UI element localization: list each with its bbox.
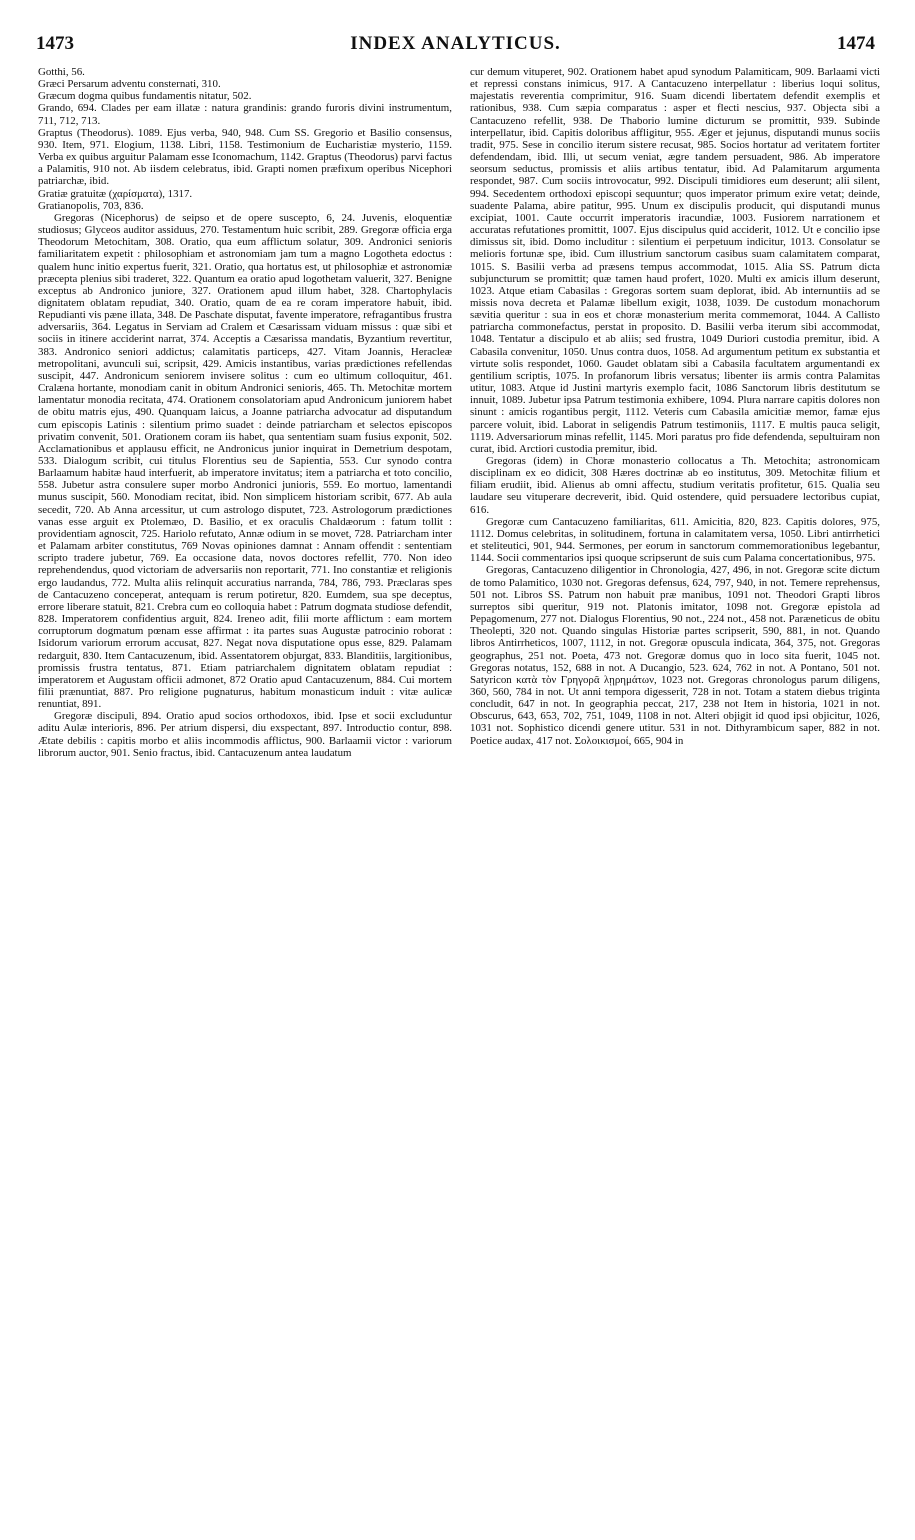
index-entry: Græcum dogma quibus fundamentis nitatur, 502. <box>38 90 252 103</box>
index-entry: Gregoræ discipuli, 894. Oratio apud socios orthodoxos, ibid. Ipse et socii excluduntur aditu Aulæ interioris, 896. Per atrium dispersi, diu exspectant, 897. Introductio contur, 898. Ætate debilis : capitis morbo et aliis incommodis afflictus, 900. Barlaamii victor : variorum librorum auctor, 901. Senio fractus, ibid. Cantacuzenum antea laudatum <box>38 710 452 759</box>
index-entry: Gotthi, 56. <box>38 66 85 78</box>
page-header <box>36 33 875 59</box>
index-entry: Gregoras (Nicephorus) de seipso et de opere suscepto, 6, 24. Juvenis, eloquentiæ studiosus; Glyceos auditor assiduus, 270. Testamentum huic scribit, 289. Gregoræ officia erga Theodorum Metochitam, 308. Oratio, qua eum afflictum solatur, 309. Andronici senioris familiaritatem expetit : philosophiam et astronomiam jam tum a magno Logotheta edoctus : qualem hunc initio expertus fuerit, 321. Oratio, qua hortatus est, ut philosophiæ et astronomiæ præcepta plenius sibi traderet, 322. Quantum ea oratio apud logothetam valuerit, 327. Benigne exceptus ab Andronico juniore, 327. Orationem apud illum habet, 328. Chartophylacis dignitatem oblatam repudiat, 340. Oratio, quam de ea re coram imperatore habuit, ibid. Repudianti vis pæne illata, 348. De Paschate disputat, favente imperatore, refragantibus frustra adversariis, 364. Legatus in Serviam ad Cralem et Cæsarissam viduam missus : quæ sibi et sociis in itinere acciderint narrat, 374. Acceptis a Cæsarissa mandatis, Byzantium revertitur, 383. Andronico seniori addictus; calamitatis particeps, 427. Vitam Joannis, Heracleæ metropolitani, avunculi sui, scripsit, 429. Amicis instantibus, varias prædictiones refellendas suscipit, 447. Andronicum seniorem invisere solitus : cum eo ultimum colloquitur, 461. Cralæna hortante, monodiam canit in obitum Andronici senioris, 465. Th. Metochitæ mortem lamentatur monodia recitata, 474. Orationem consolatoriam apud Andronicum juniorem habet de obitu matris ejus, 490. Quanquam laicus, a Joanne patriarcha advocatur ad disputandum cum episcopis Latinis : silentium primo suadet : deinde patriarcham et selectos episcopos privatim convenit, 501. Orationem coram iis habet, qua sententiam suam fusius exponit, 502. Acclamationibus et applausu efficit, ne Andronicus junior inquirat in Demetrium despotam, 533. Dialogum scribit, cui titulus Florentius seu de Sapientia, 553. Cur synodo contra Barlaamum habitæ haud interfuerit, ab imperatore invitatus; item a patriarcha et toto concilio, 558. Jubetur astra consulere super morbo Andronici junioris, 559. Eo mortuo, lamentandi munus suscipit, 560. Monodiam recitat, ibid. Non simplicem historiam scribit, 677. Ab aula secedit, 720. Ab Anna arcessitur, ut cum astrologo disputet, 723. Astrologorum prædictiones vanas esse arguit ex Ptolemæo, D. Basilio, et ex oraculis Chaldæorum : fatum tollit : providentiam agnoscit, 725. Hariolo refutato, Annæ odium in se movet, 728. Patriarcham inter et Palamam arbiter constitutus, 769 Novas opiniones damnat : Annam offendit : sententiam scripto tradere jubetur, 769. Ea occasione data, novos doctores refellit, 770. Non ideo reprehendendus, quod victoriam de adversariis non reportarit, 771. Ino constantiæ et religionis ergo laudandus, 772. Multa aliis relinquit accuratius narranda, 784, 786, 793. Præclaras spes de Cantacuzeno conceperat, antequam is rerum potiretur, 820. Eumdem, sua spe deceptus, errore liberare statuit, 821. Crebra cum eo colloquia habet : Patrum dogmata studiose defendit, 828. Imperatorem confidentius arguit, 824. Ireneo adit, filii morte afflictum : eam mortem corruptorum dogmatum pœnam esse affirmat : ita partes suas Augustæ patrocinio roborat : Isidorum variorum errorum accusat, 827. Negat nova disputatione opus esse, 829. Palamam redarguit, 830. Item Cantacuzenum, ibid. Assentatorem objurgat, 833. Blanditiis, largitionibus, promissis frustra tentatus, 871. Etiam patriarchalem dignitatem oblatam repudiat : imperatorem et Augustam officii admonet, 872 Oratio apud Cantacuzenum, 884. Cui mortem filii prænuntiat, 887. Pro religione pugnaturus, habitum monasticum induit : vitæ aulicæ renuntiat, 891. <box>38 211 452 711</box>
page-number-left: 1473 <box>36 33 74 54</box>
index-entry: Gregoras (idem) in Choræ monasterio collocatus a Th. Metochita; astronomicam disciplinam ex eo didicit, 308 Hæres doctrinæ ab eo institutus, 309. Metochitæ filium et filiam erudiit, ibid. Alienus ab omni affectu, studium veritatis profitetur, 615. Qualia seu laudare seu vituperare decreverit, ibid. Quid ostendere, quid persuadere lectoribus cupiat, 616. <box>470 455 880 516</box>
index-entry: Græci Persarum adventu consternati, 310. <box>38 78 221 91</box>
index-entry: Gregoras, Cantacuzeno diligentior in Chronologia, 427, 496, in not. Gregoræ scite dictum de tomo Palamitico, 1030 not. Gregoras defensus, 624, 797, 940, in not. Temere reprehensus, 501 not. Libros SS. Patrum non habuit præ manibus, 1091 not. Theodori Grapti libros surreptos sibi queritur, 919 not. Platonis imitator, 1098 not. Gregoræ epistola ad Pepagomenum, 277 not. Dialogus Florentius, 90 not., 224 not., 458 not. Paræneticus de obitu Theolepti, 320 not. Quando singulas Historiæ partes scripserit, 590, 881, in not. Quando libros Antirrheticos, 1007, 1112, in not. Gregoræ opuscula indicata, 364, 375, not. Gregoras geographus, 251 not. Poeta, 473 not. Gregoræ domus quo in loco sita fuerit, 1045 not. Gregoras notatus, 152, 688 in not. A Ducangio, 523. 624, 762 in not. A Pontano, 501 not. Satyricon κατὰ τὸν Γρηγορᾶ λῃρημάτων, 1023 not. Gregoras chronologus parum diligens, 360, 560, 784 in not. Ut anni tempora digesserit, 728 in not. Totam a statem diebus triginta concludit, 647 in not. In geographia peccat, 217, 238 not Item in historia, 1021 in not. Obscurus, 643, 653, 702, 751, 1049, 1108 in not. Alteri objigit id quod ipsi objicitur, 1026, 1031 not. Sophistico dicendi genere utitur. 531 in not. Dithyrambicum saper, 882 in not. Poetice audax, 417 not. Σολοικισμοί, 665, 904 in <box>470 564 880 747</box>
index-entry: Graptus (Theodorus). 1089. Ejus verba, 940, 948. Cum SS. Gregorio et Basilio consensus, 930. Item, 971. Elogium, 1138. Libri, 1158. Testimonium de Eucharistiæ mysterio, 1159. Verba ex quibus arguitur Palamam esse Iconomachum, 1142. Graptus (Theodorus) parvi factus a Palamitis, 910 not. Ab iisdem celebratus, ibid. Grapti nomen præfixum operibus Nicephori patriarchæ, ibid. <box>38 126 452 188</box>
left-column <box>38 66 452 1538</box>
index-entry: Grando, 694. Clades per eam illatæ : natura grandinis: grando furoris divini instrumentum, 711, 712, 713. <box>38 102 452 127</box>
right-column <box>470 66 880 1538</box>
running-title: INDEX ANALYTICUS. <box>350 33 561 54</box>
index-entry: Gregoræ cum Cantacuzeno familiaritas, 611. Amicitia, 820, 823. Capitis dolores, 975, 1112. Domus celebritas, in solitudinem, fortuna in calamitatem versa, 1050. Libri antirrhetici et steliteutici, 901, 944. Sermones, per eorum in sanctorum commemorationibus legebantur, 1144. Socii commentarios ipsi quoque scripserunt de suis cum Palama concertationibus, 975. <box>470 515 880 565</box>
index-entry: Gratianopolis, 703, 836. <box>38 199 144 212</box>
index-entry: Gratiæ gratuitæ (χαρίσματα), 1317. <box>38 187 193 200</box>
index-entry: cur demum vituperet, 902. Orationem habet apud synodum Palamiticam, 909. Barlaami victi et repressi constans inimicus, 917. A Cantacuzeno interpellatur : liberius loqui solitus, majestatis reverentia comprimitur, 916. Suam dicendi libertatem defendit exemplis et rationibus, 938. Cum sæpia comparatus : asper et flecti nescius, 937. Objecta sibi a Cantacuzeno refellit, 938. De Thaborio lumine dicturum se promittit, 939. Subinde interpellatur, ibid. Capitis doloribus affligitur, 955. Æger et jejunus, disputandi munus sociis tradit, 975. Sese in concilio iterum sistere recusat, 985. Socios hortatur ad veritatem fortiter defendendam, ibid. Illi, ut secum veniat, ægre tandem persuadent, 986. Ab imperatore seorsum seductus, promissis et aliis artibus tentatur, ibid. Ad Palamitarum argumenta respondet, 987. Cum sociis introvocatur, 992. Discipuli timidiores eum deserunt; alii silent, 994. Secedentem orthodoxi episcopi sequuntur; quos imperator primum exire vetat; deinde, suadente Palama, abire patitur, 995. Unum ex discipulis producit, qui disputandi munus excipiat, 1001. Caute occurrit imperatoris iracundiæ, 1003. Fusiorem narrationem et accuratas refutationes promittit, 1007. Ejus discipulus quid acciderit, 1012. Ut e concilio ipse dimissus sit, ibid. Domo includitur : silentium ei perpetuum indicitur, 1013. Consolatur se melioris fortunæ spe, ibid. Cum illustrium sanctorum casibus suam calamitatem comparat, 1015. S. Basilii verba ad præsens tempus accommodat, 1015. Alia SS. Patrum dicta subjuncturum se promittit; quæ tamen haud profert, 1020. Multi ex amicis illum deserunt, 1023. Atque etiam Cabasilas : Gregoras sortem suam deplorat, ibid. Ab internuntiis ad se missis nova decreta et Palamæ libellum exigit, 1038, 1039. De custodum monachorum sævitia queritur : sua in eos et choræ monasterium merita commemorat, 1044. A Callisto patriarcha commonefactus, perstat in proposito. D. Basilii verba iterum sibi accommodat, 1048. Tentatur a discipulo et ab aliis; sed frustra, 1049 Duriori custodia premitur, ibid. A Cabasila convenitur, 1050. Unus contra duos, 1058. Ad argumentum petitum ex substantia et virtute solis respondet, 1060. Gaudet oblatam sibi a Cabasila facultatem argumentandi ex gentilium scriptis, 1075. In profanorum libris versatus; libenter iis armis contra Palamitas utitur, 1083. Atque id Justini martyris exemplo facit, 1086 Sanctorum libris destitutum se innuit, 1089. Jubetur ipsa Patrum testimonia exhibere, 1094. Plura narrare capitis dolores non sinunt : amicis rogantibus pergit, 1112. Veteris cum Cabasila amicitiæ memor, famæ ejus parcere voluit, ibid. Laborat in seligendis Patrum testimoniis, 1117. E multis pauca seligit, 1119. Adversariorum minas refellit, 1145. Mori paratus pro fide defendenda, sepultuiram non curat, ibid. Arctiori custodia premitur, ibid. <box>470 66 880 455</box>
page-number-right: 1474 <box>837 33 875 54</box>
